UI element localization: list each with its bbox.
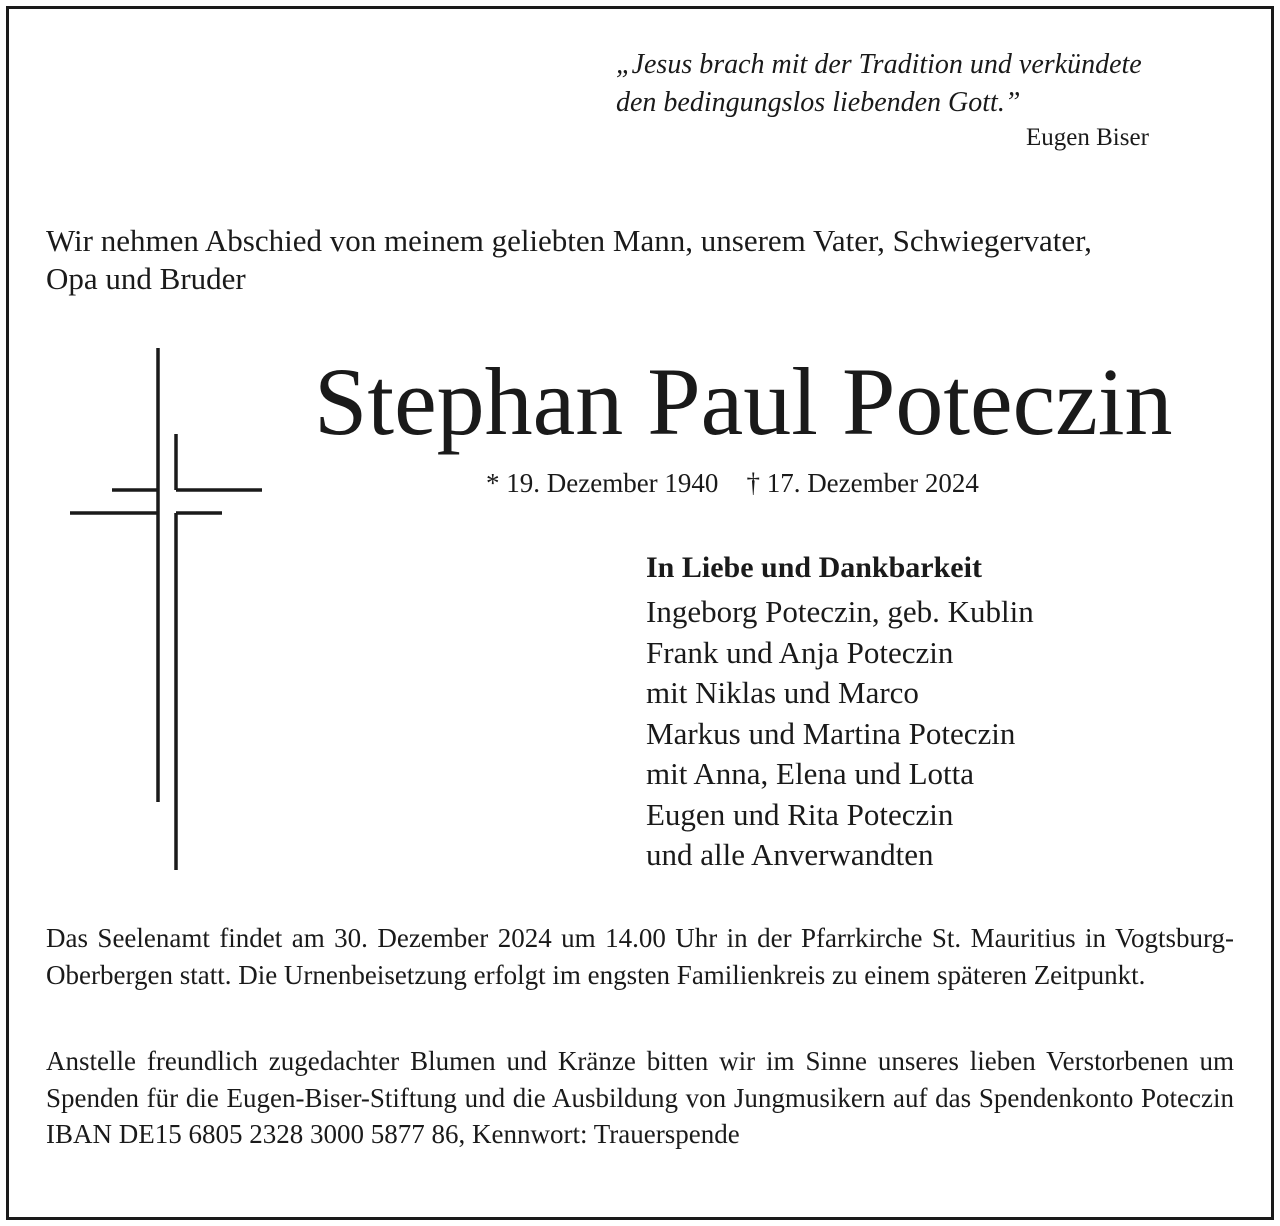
mourner-line: Eugen und Rita Poteczin — [646, 796, 954, 832]
death-date: † 17. Dezember 2024 — [746, 468, 979, 498]
quote-author: Eugen Biser — [1026, 124, 1149, 151]
life-dates — [486, 468, 979, 499]
mourners-heading: In Liebe und Dankbarkeit — [646, 551, 982, 584]
intro-line-2: Opa und Bruder — [46, 261, 246, 296]
intro-line-1: Wir nehmen Abschied von meinem geliebten Mann, unserem Vater, Schwiegervater, — [46, 223, 1092, 258]
mourner-line: Ingeborg Poteczin, geb. Kublin — [646, 594, 1034, 629]
deceased-name: Stephan Paul Poteczin — [314, 348, 1173, 455]
mourner-line: mit Anna, Elena und Lotta — [646, 756, 975, 791]
quote-line-2: den bedingungslos liebenden Gott.” — [616, 87, 1021, 118]
quote-line-1: „Jesus brach mit der Tradition und verkündete — [616, 49, 1142, 80]
mourner-line: Frank und Anja Poteczin — [646, 634, 954, 670]
birth-date: * 19. Dezember 1940 — [486, 468, 719, 498]
mourner-line: und alle Anverwandten — [646, 837, 934, 872]
epigraph-quote — [616, 46, 1142, 122]
cross-icon — [60, 340, 280, 885]
mourner-line: Markus und Martina Poteczin — [646, 715, 1016, 751]
donation-request: Anstelle freundlich zugedachter Blumen und Kränze bitten wir im Sinne unseres lieben Verstorbenen um Spenden für die Eugen-Biser-Stiftung und die Ausbildung von Jungmusikern auf das Spendenkonto Poteczin IBAN DE15 6805 2328 3000 5877 86, Kennwort: Trauerspende — [46, 1046, 1234, 1149]
mourners-list — [646, 548, 1034, 876]
mourner-line: mit Niklas und Marco — [646, 675, 919, 710]
intro-text — [46, 222, 1246, 298]
service-information: Das Seelenamt findet am 30. Dezember 2024 um 14.00 Uhr in der Pfarrkirche St. Mauritius in Vogtsburg-Oberbergen statt. Die Urnenbeisetzung erfolgt im engsten Familienkreis zu einem späteren Zeitpunkt. — [46, 923, 1234, 990]
